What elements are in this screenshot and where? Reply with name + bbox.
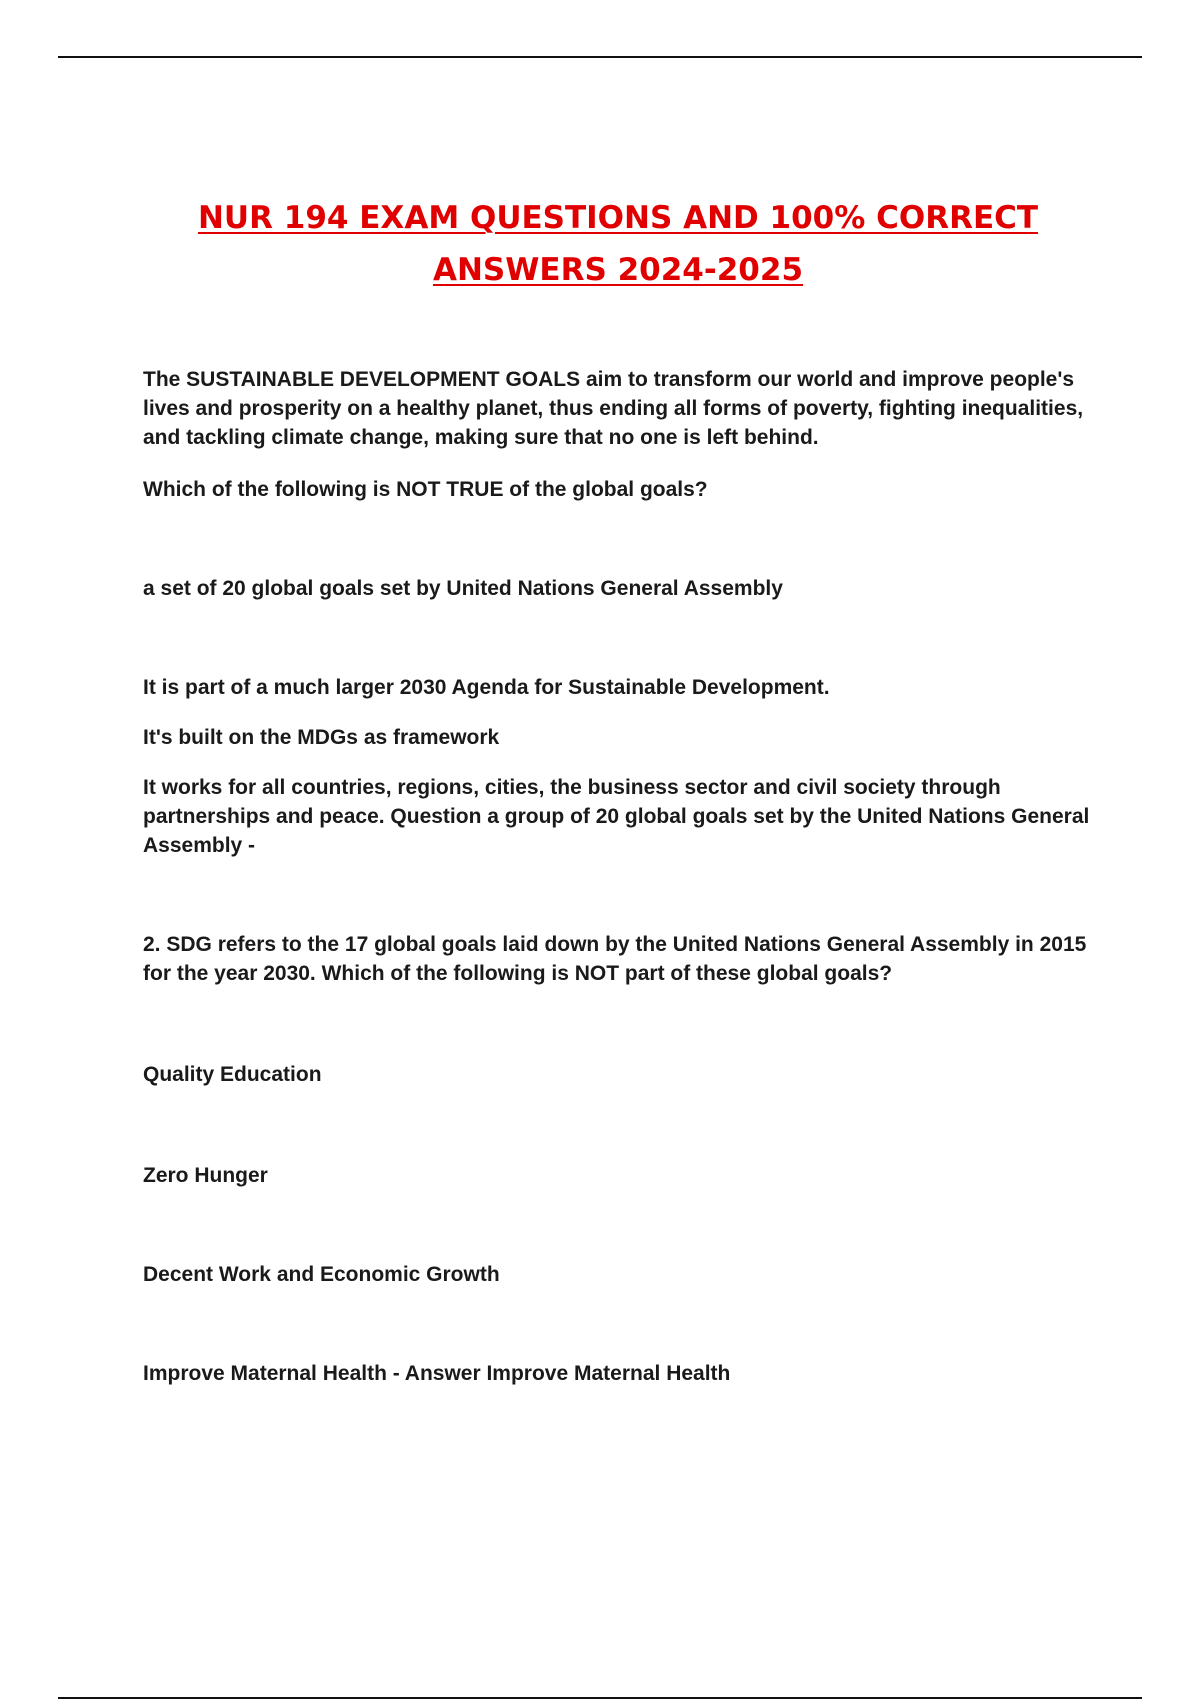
- top-rule: [58, 56, 1142, 58]
- question-1-option-b: It is part of a much larger 2030 Agenda for Sustainable Development.: [143, 676, 830, 699]
- question-2-option-d: Improve Maternal Health - Answer Improve Maternal Health: [143, 1362, 731, 1385]
- question-1-option-d: It works for all countries, regions, cities, the business sector and civil society through partnerships and peace. Question a group of 20 global goals set by the United Nations General Assembly -: [143, 776, 1090, 857]
- question-2-option-c: Decent Work and Economic Growth: [143, 1263, 500, 1286]
- question-2-option-a: Quality Education: [143, 1063, 322, 1086]
- question-1-option-c: It's built on the MDGs as framework: [143, 726, 500, 749]
- question-1-option-a: a set of 20 global goals set by United Nations General Assembly: [143, 577, 783, 600]
- question-1: Which of the following is NOT TRUE of the global goals?: [143, 478, 708, 501]
- question-2: 2. SDG refers to the 17 global goals laid down by the United Nations General Assembly in 2015 for the year 2030. Which of the following is NOT part of these global goals?: [143, 933, 1087, 985]
- bottom-rule: [58, 1697, 1142, 1699]
- document-title-line-2: ANSWERS 2024-2025: [432, 252, 804, 288]
- question-2-option-b: Zero Hunger: [143, 1164, 268, 1187]
- document-title-line-1: NUR 194 EXAM QUESTIONS AND 100% CORRECT: [197, 200, 1039, 236]
- intro-paragraph: The SUSTAINABLE DEVELOPMENT GOALS aim to transform our world and improve people's lives and prosperity on a healthy planet, thus ending all forms of poverty, fighting inequalities, and tackling climate change, making sure that no one is left behind.: [143, 368, 1084, 449]
